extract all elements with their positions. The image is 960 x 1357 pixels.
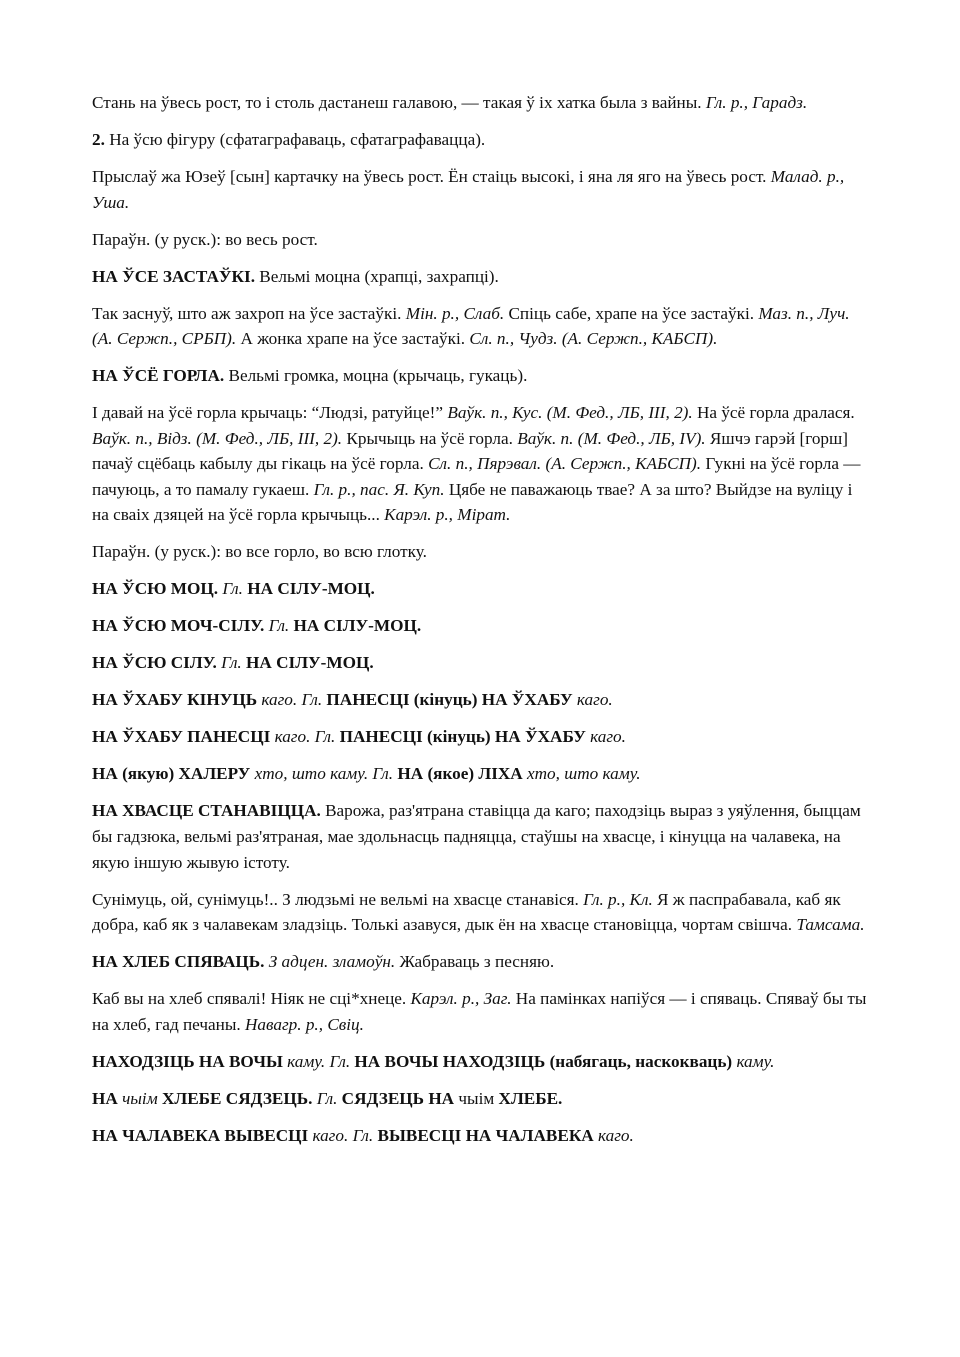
text-run: Вельмі моцна (храпці, захрапці).	[255, 266, 499, 286]
paragraph-7	[92, 363, 870, 389]
paragraph-5	[92, 264, 870, 290]
text-run: Гукні на ўсё горла — пачуюць, а то памалу гукаеш.	[92, 454, 861, 499]
italic-run: Ваўк. п. (М. Фед., ЛБ, IV).	[517, 428, 706, 448]
italic-run: Гл. р., Кл.	[583, 889, 653, 909]
italic-run: Ваўк. п., Кус. (М. Фед., ЛБ, ІІІ, 2).	[447, 403, 693, 423]
bold-run: ПАНЕСЦІ (кінуць) НА ЎХАБУ	[326, 690, 573, 710]
italic-run: Тамсама.	[796, 915, 865, 935]
text-run: Стань на ўвесь рост, то і столь дастанеш галавою, — такая ў іх хатка была з вайны.	[92, 93, 706, 112]
italic-run: Навагр. р., Свіц.	[245, 1014, 364, 1034]
paragraph-16	[92, 798, 870, 875]
paragraph-10	[92, 576, 870, 602]
text-run: На ўсю фігуру (сфатаграфаваць, сфатаграфавацца).	[104, 129, 486, 149]
text-run: І давай на ўсё горла крычаць: “Людзі, ратуйце!”	[92, 403, 448, 423]
text-run: Варожа, раз'ятрана ставіцца да каго; паходзіць выраз з уяўлення, быццам бы гадзюка, вельмі раз'ятраная, мае здольнасць падняцца, стаўшы на хвасце, і кінуцца на чалавека, на якую іншую жывую істоту.	[92, 801, 861, 872]
bold-run: НА ЎСЮ МОЦ.	[92, 579, 219, 599]
bold-run: НА (якое) ЛІХА	[397, 764, 523, 784]
italic-run: Гл.	[222, 579, 243, 599]
bold-run: ХЛЕБЕ.	[498, 1088, 563, 1108]
italic-run: каго.	[576, 690, 613, 710]
bold-run: НА ЎСЕ ЗАСТАЎКІ.	[92, 266, 255, 286]
paragraph-20	[92, 1049, 870, 1075]
italic-run: каму. Гл.	[287, 1051, 351, 1071]
italic-run: Карэл. р., Мірат.	[384, 505, 511, 525]
italic-run: каго.	[590, 727, 626, 747]
italic-run: Сл. п., Пярэвал. (А. Сержп., КАБСП).	[428, 454, 702, 474]
bold-run: НАХОДЗІЦЬ НА ВОЧЫ	[92, 1051, 283, 1071]
bold-run: НА ЎХАБУ ПАНЕСЦІ	[92, 727, 271, 747]
italic-run: хто, што каму. Гл.	[254, 764, 394, 784]
bold-run: НА ЎСЮ СІЛУ.	[92, 653, 217, 673]
italic-run: Гл.	[221, 653, 242, 673]
italic-run: Гл.	[316, 1088, 338, 1108]
bold-run: НА СІЛУ-МОЦ.	[293, 616, 422, 636]
text-run: Прыслаў жа Юзеў [сын] картачку на ўвесь рост. Ён стаіць высокі, і яна ля яго на ўвесь рост.	[92, 166, 771, 186]
italic-run: каго. Гл.	[261, 690, 323, 710]
paragraph-13	[92, 687, 870, 713]
italic-run: Маз. п., Луч. (А. Сержп., СРБП).	[92, 303, 850, 349]
bold-run: НА ЎСЁ ГОРЛА.	[92, 366, 225, 386]
text-run: Яшчэ гарэй [горш] пачаў сцёбаць кабылу ды гікаць на ўсё горла.	[92, 428, 848, 474]
text-run: Цябе не паважаюць тваe? А за што? Выйдзе на вуліцу і на сваіх дзяцей на ўсё горла крычыць...	[92, 479, 853, 525]
bold-run: НА (якую) ХАЛЕРУ	[92, 764, 251, 784]
bold-run: ПАНЕСЦІ (кінуць) НА ЎХАБУ	[339, 727, 586, 747]
italic-run: Гл. р., Гарадз.	[705, 93, 808, 112]
text-run: Вельмі громка, моцна (крычаць, гукаць).	[224, 366, 528, 386]
italic-run: Гл.	[268, 616, 290, 636]
paragraph-3	[92, 164, 870, 215]
bold-run: СЯДЗЕЦЬ НА	[341, 1088, 455, 1108]
text-run: Параўн. (у руск.): во все горло, во всю глотку.	[92, 542, 427, 562]
text-run: А жонка храпе на ўсе застаўкі.	[236, 329, 470, 349]
text-run: Жабраваць з песняю.	[395, 952, 555, 972]
paragraph-15	[92, 761, 870, 787]
italic-run: чыім	[122, 1088, 158, 1108]
text-run: Сунімуць, ой, сунімуць!.. З людзьмі не вельмі на хвасце станавіся.	[92, 889, 584, 909]
text-run: Каб вы на хлеб спявалі! Ніяк не сці*хнеце.	[92, 989, 411, 1009]
italic-run: З адцен. зламоўн.	[268, 952, 396, 972]
bold-run: НА ЎСЮ МОЧ-СІЛУ.	[92, 616, 265, 636]
bold-run: НА СІЛУ-МОЦ.	[246, 653, 374, 673]
italic-run: Мін. р., Слаб.	[405, 303, 505, 323]
bold-run: НА ВОЧЫ НАХОДЗІЦЬ (набягаць, наскокваць)	[354, 1051, 733, 1071]
paragraph-21	[92, 1086, 870, 1112]
paragraph-22	[92, 1123, 870, 1149]
bold-run: ВЫВЕСЦІ НА ЧАЛАВЕКА	[377, 1125, 594, 1145]
paragraph-17	[92, 887, 870, 938]
italic-run: Гл. р., пас. Я. Куп.	[313, 479, 445, 499]
italic-run: каго.	[598, 1125, 634, 1145]
text-run: чыім	[454, 1088, 499, 1108]
italic-run: каго. Гл.	[274, 727, 336, 747]
paragraph-2	[92, 127, 870, 153]
bold-run: ХЛЕБЕ СЯДЗЕЦЬ.	[161, 1088, 313, 1108]
bold-run: НА ХВАСЦЕ СТАНАВІЦЦА.	[92, 801, 321, 821]
italic-run: каго. Гл.	[312, 1125, 374, 1145]
italic-run: Малад. р., Уша.	[92, 166, 845, 212]
paragraph-6	[92, 301, 870, 352]
document-page	[92, 90, 870, 1160]
paragraph-9	[92, 539, 870, 565]
italic-run: каму.	[736, 1051, 775, 1071]
bold-run: НА ХЛЕБ СПЯВАЦЬ.	[92, 952, 265, 972]
italic-run: Сл. п., Чудз. (А. Сержп., КАБСП).	[469, 329, 718, 349]
text-run: Крычыць на ўсё горла.	[342, 428, 518, 448]
paragraph-18	[92, 949, 870, 975]
text-run: На памінках напіўся — і спяваць. Спяваў бы ты на хлеб, гад печаны.	[92, 989, 867, 1034]
text-run: Параўн. (у руск.): во весь рост.	[92, 229, 318, 249]
bold-run: НА ЧАЛАВЕКА ВЫВЕСЦІ	[92, 1125, 309, 1145]
bold-run: НА	[92, 1088, 118, 1108]
italic-run: Ваўк. п., Відз. (М. Фед., ЛБ, ІІІ, 2).	[92, 428, 343, 448]
bold-run: 2.	[92, 129, 105, 149]
text-run: На ўсё горла дралася.	[692, 403, 855, 423]
text-run: Спіць сабе, храпе на ўсе застаўкі.	[504, 303, 759, 323]
paragraph-12	[92, 650, 870, 676]
italic-run: Карэл. р., Заг.	[410, 989, 512, 1009]
paragraph-11	[92, 613, 870, 639]
bold-run: НА ЎХАБУ КІНУЦЬ	[92, 690, 258, 710]
paragraph-1	[92, 90, 870, 116]
paragraph-14	[92, 724, 870, 750]
paragraph-8	[92, 400, 870, 528]
text-run: Я ж паспрабавала, каб як добра, каб як з чалавекам зладзіць. Толькі азавуся, дык ён на хвасце становіцца, чортам свішча.	[92, 889, 841, 935]
italic-run: хто, што каму.	[527, 764, 641, 784]
bold-run: НА СІЛУ-МОЦ.	[247, 579, 375, 599]
text-run: Так заснуў, што аж захроп на ўсе застаўкі.	[92, 303, 406, 323]
paragraph-4	[92, 227, 870, 253]
paragraph-19	[92, 986, 870, 1037]
